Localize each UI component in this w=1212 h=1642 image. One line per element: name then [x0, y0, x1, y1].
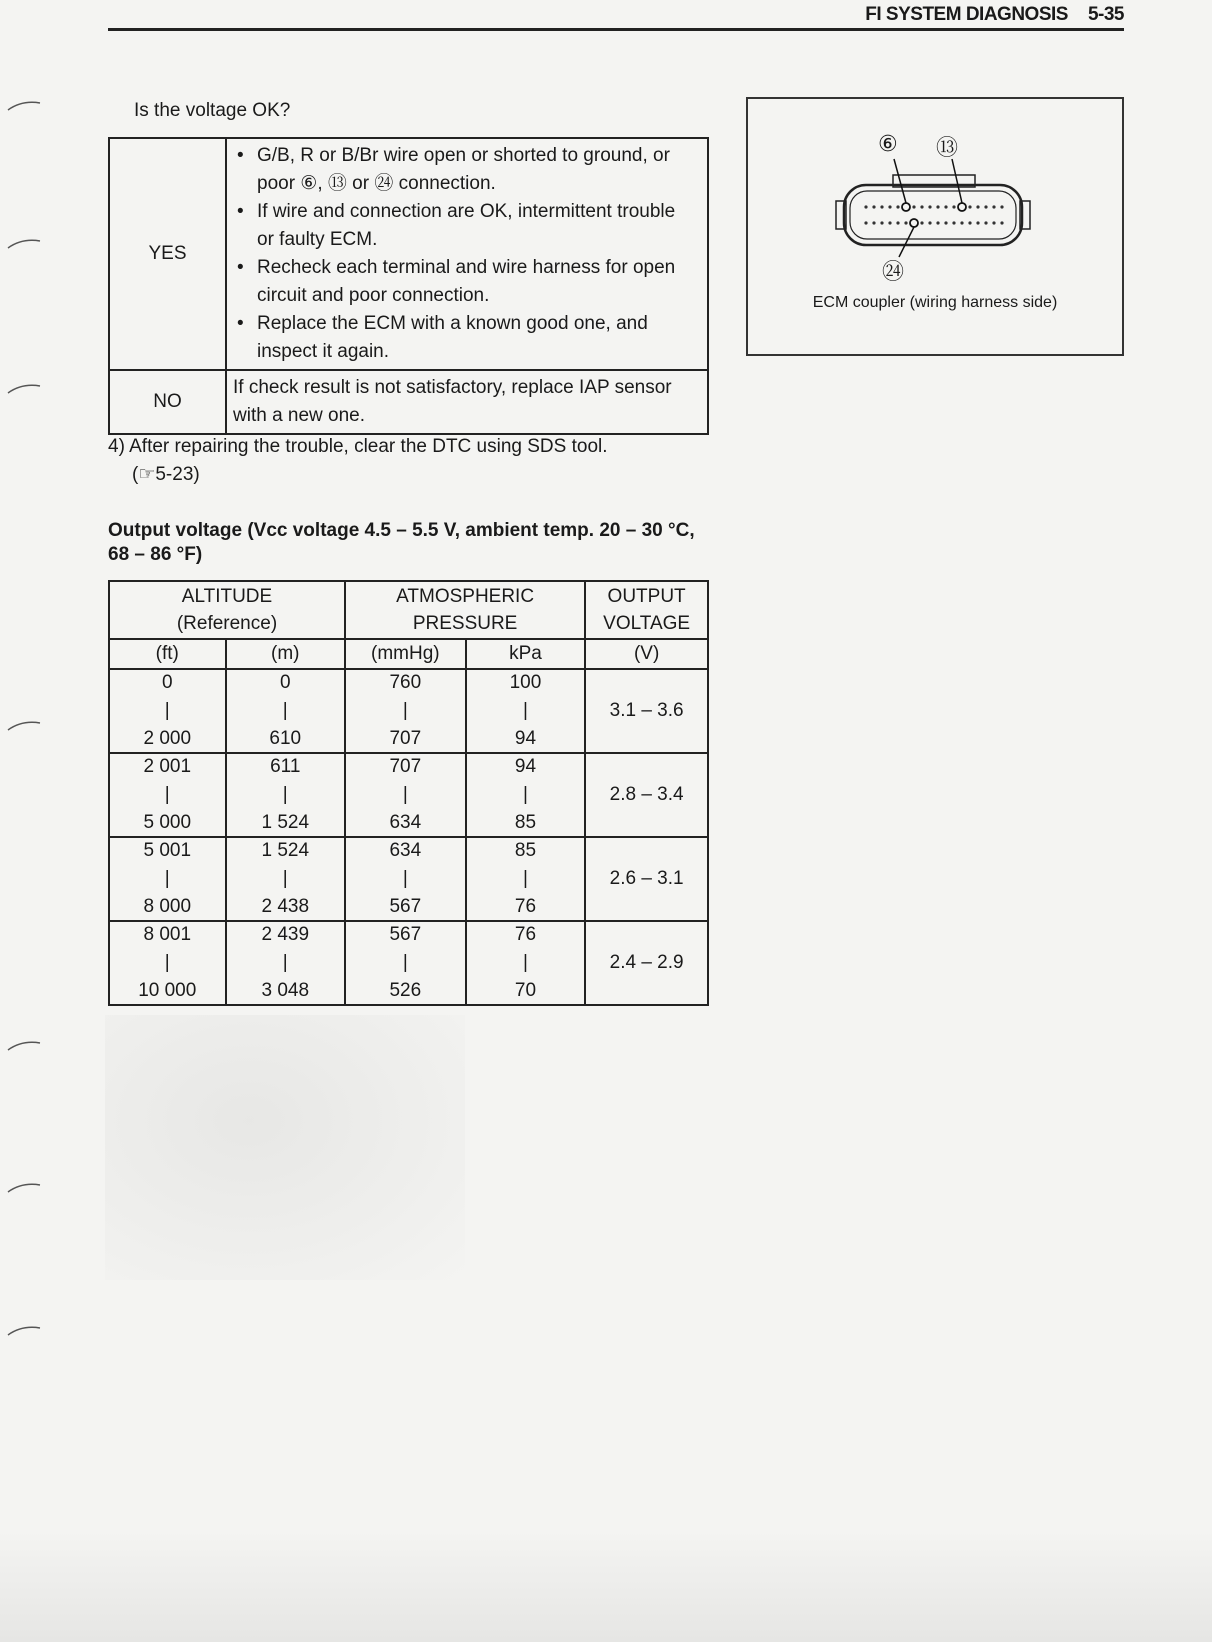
altitude-label: ALTITUDE — [181, 586, 273, 607]
table-row — [109, 921, 708, 1005]
step-4-reference: (☞5-23) — [132, 464, 200, 485]
mmhg-to: 634 — [389, 812, 422, 833]
no-row — [109, 370, 708, 434]
range-bar: | — [522, 868, 528, 889]
output-sublabel: VOLTAGE — [603, 613, 691, 634]
unit-m: (m) — [226, 639, 345, 669]
range-bar: | — [282, 784, 288, 805]
ft-from: 0 — [161, 672, 173, 693]
range-bar: | — [522, 700, 528, 721]
yes-item: • G/B, R or B/Br wire open or shorted to ground, or poor ⑥, ⑬ or ㉔ connection. — [257, 142, 697, 198]
kpa-to: 94 — [514, 728, 537, 749]
ft-to: 5 000 — [143, 812, 192, 833]
table-row — [109, 753, 708, 837]
range-bar: | — [522, 784, 528, 805]
m-to: 3 048 — [261, 980, 310, 1001]
range-bar: | — [282, 700, 288, 721]
m-to: 2 438 — [261, 896, 310, 917]
kpa-to: 85 — [514, 812, 537, 833]
kpa-from: 94 — [514, 756, 537, 777]
range-bar: | — [164, 868, 170, 889]
step-4 — [108, 433, 728, 489]
ft-cell — [109, 921, 226, 1005]
output-voltage-table — [108, 580, 709, 1006]
kpa-from: 76 — [514, 924, 537, 945]
mmhg-to: 567 — [389, 896, 422, 917]
voltage-cell: 2.8 – 3.4 — [585, 753, 708, 837]
m-from: 611 — [270, 756, 301, 777]
range-bar: | — [402, 868, 408, 889]
mmhg-from: 707 — [389, 756, 422, 777]
ft-cell — [109, 753, 226, 837]
unit-row — [109, 639, 708, 669]
ecm-coupler-drawing — [748, 99, 1122, 354]
ft-to: 8 000 — [143, 896, 192, 917]
m-to: 1 524 — [261, 812, 310, 833]
question-text: Is the voltage OK? — [134, 100, 291, 121]
header-row — [109, 581, 708, 639]
voltage-cell: 3.1 – 3.6 — [585, 669, 708, 753]
kpa-from: 100 — [509, 672, 542, 693]
table-row — [109, 837, 708, 921]
unit-v: (V) — [585, 639, 708, 669]
range-bar: | — [402, 952, 408, 973]
page-number: 5-35 — [1087, 4, 1124, 25]
mmhg-cell — [345, 921, 466, 1005]
kpa-from: 85 — [514, 840, 537, 861]
m-from: 1 524 — [261, 840, 310, 861]
altitude-header — [109, 581, 345, 639]
yes-label: YES — [109, 138, 226, 370]
yes-item: • Replace the ECM with a known good one, and inspect it again. — [257, 310, 697, 366]
yes-content — [226, 138, 708, 370]
page-bottom-shade — [0, 1530, 1212, 1642]
m-cell — [226, 921, 345, 1005]
m-cell — [226, 753, 345, 837]
pin-13-label: ⑬ — [936, 135, 959, 160]
range-bar: | — [164, 952, 170, 973]
ft-from: 2 001 — [143, 756, 192, 777]
pressure-label: ATMOSPHERIC — [396, 586, 535, 607]
binding-marks — [0, 0, 60, 1642]
mmhg-from: 634 — [389, 840, 422, 861]
mmhg-to: 526 — [389, 980, 422, 1001]
kpa-cell — [466, 837, 586, 921]
yes-list — [233, 142, 697, 366]
range-bar: | — [282, 952, 288, 973]
ft-from: 5 001 — [143, 840, 192, 861]
range-bar: | — [402, 784, 408, 805]
step-4-text: 4) After repairing the trouble, clear the DTC using SDS tool. — [108, 436, 608, 457]
mmhg-cell — [345, 753, 466, 837]
header-rule — [108, 28, 1124, 31]
m-to: 610 — [269, 728, 302, 749]
output-header — [585, 581, 708, 639]
range-bar: | — [164, 700, 170, 721]
range-bar: | — [402, 700, 408, 721]
m-cell — [226, 837, 345, 921]
range-bar: | — [522, 952, 528, 973]
kpa-cell — [466, 669, 586, 753]
mmhg-from: 760 — [389, 672, 422, 693]
yes-item: • Recheck each terminal and wire harness for open circuit and poor connection. — [257, 254, 697, 310]
no-label: NO — [109, 370, 226, 434]
kpa-cell — [466, 921, 586, 1005]
range-bar: | — [282, 868, 288, 889]
faded-photo — [105, 1015, 465, 1280]
m-from: 0 — [279, 672, 291, 693]
kpa-cell — [466, 753, 586, 837]
mmhg-cell — [345, 837, 466, 921]
figure-caption: ECM coupler (wiring harness side) — [812, 294, 1058, 311]
m-cell — [226, 669, 345, 753]
range-bar: | — [164, 784, 170, 805]
voltage-cell: 2.4 – 2.9 — [585, 921, 708, 1005]
unit-ft: (ft) — [109, 639, 226, 669]
section-title: FI SYSTEM DIAGNOSIS — [865, 4, 1068, 25]
yes-row — [109, 138, 708, 370]
yes-no-table — [108, 137, 709, 435]
pin-24-label: ㉔ — [882, 259, 905, 284]
ft-to: 10 000 — [138, 980, 197, 1001]
ft-from: 8 001 — [143, 924, 192, 945]
mmhg-cell — [345, 669, 466, 753]
ecm-coupler-figure — [746, 97, 1124, 356]
pressure-header — [345, 581, 585, 639]
no-content: If check result is not satisfactory, replace IAP sensor with a new one. — [226, 370, 708, 434]
pin-6-label: ⑥ — [878, 131, 898, 156]
yes-item: • If wire and connection are OK, intermittent trouble or faulty ECM. — [257, 198, 697, 254]
output-label: OUTPUT — [607, 586, 686, 607]
output-voltage-title: Output voltage (Vcc voltage 4.5 – 5.5 V, ambient temp. 20 – 30 °C, 68 – 86 °F) — [108, 520, 695, 565]
kpa-to: 76 — [514, 896, 537, 917]
m-from: 2 439 — [261, 924, 310, 945]
kpa-to: 70 — [514, 980, 537, 1001]
unit-kpa: kPa — [466, 639, 586, 669]
unit-mmhg: (mmHg) — [345, 639, 466, 669]
page-header — [865, 4, 1124, 26]
mmhg-from: 567 — [389, 924, 422, 945]
ft-cell — [109, 669, 226, 753]
ft-cell — [109, 837, 226, 921]
voltage-cell: 2.6 – 3.1 — [585, 837, 708, 921]
pressure-sublabel: PRESSURE — [412, 613, 518, 634]
table-row — [109, 669, 708, 753]
altitude-sublabel: (Reference) — [176, 613, 278, 634]
ft-to: 2 000 — [143, 728, 192, 749]
mmhg-to: 707 — [389, 728, 422, 749]
